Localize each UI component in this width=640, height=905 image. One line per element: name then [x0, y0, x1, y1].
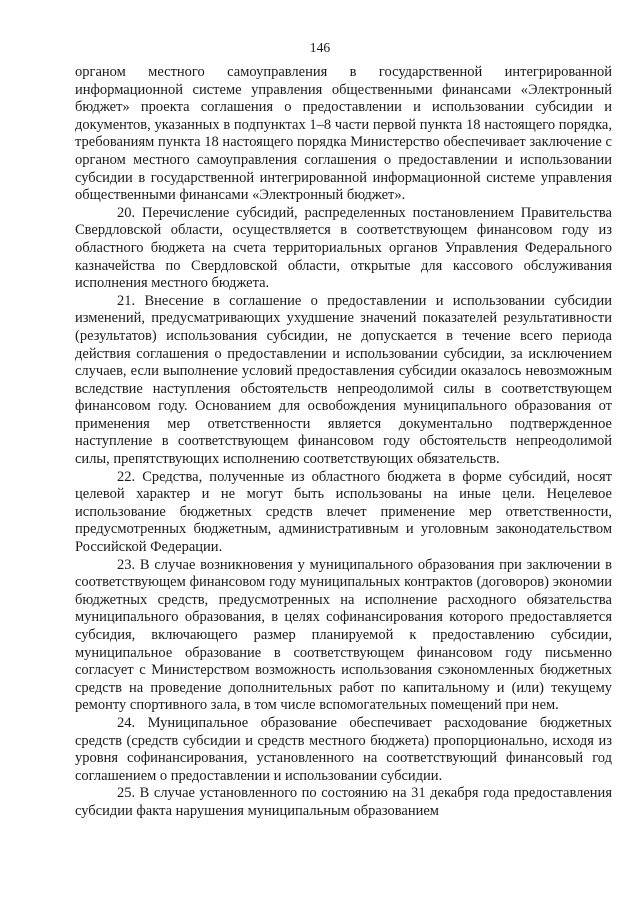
- paragraph-21: 21. Внесение в соглашение о предоставлении и использовании субсидии изменений, предусматривающих ухудшение значений показателей результативности (результатов) использования субсидии, не допускается в течение всего периода действия соглашения о предоставлении и использовании субсидии, за исключением случаев, если выполнение условий предоставления субсидии оказалось невозможным вследствие наступления обстоятельств непреодолимой силы в соответствующем финансовом году. Основанием для освобождения муниципального образования от применения мер ответственности является документально подтвержденное наступление в соответствующем финансовом году обстоятельств непреодолимой силы, препятствующих исполнению соответствующих обязательств.: [75, 292, 612, 468]
- document-body: [75, 64, 612, 821]
- paragraph-23: 23. В случае возникновения у муниципального образования при заключении в соответствующем финансовом году муниципальных контрактов (договоров) экономии бюджетных средств, предусмотренных на исполнение расходного обязательства муниципального образования, в целях софинансирования которого предоставляется субсидия, включающего размер планируемой к предоставлению субсидии, муниципальное образование в соответствующем финансовом году письменно согласует с Министерством возможность использования сэкономленных бюджетных средств на проведение дополнительных работ по капитальному и (или) текущему ремонту спортивного зала, в том числе вспомогательных помещений при нем.: [75, 556, 612, 714]
- paragraph-20: 20. Перечисление субсидий, распределенных постановлением Правительства Свердловской области, осуществляется в соответствующем финансовом году из областного бюджета на счета территориальных органов Управления Федерального казначейства по Свердловской области, открытые для кассового обслуживания исполнения местного бюджета.: [75, 204, 612, 292]
- paragraph-25: 25. В случае установленного по состоянию на 31 декабря года предоставления субсидии факта нарушения муниципальным образованием: [75, 785, 612, 819]
- page-number: 146: [309, 40, 331, 55]
- paragraph-continuation: органом местного самоуправления в государственной интегрированной информационной системе управления общественными финансами «Электронный бюджет» проекта соглашения о предоставлении и использовании субсидии и документов, указанных в подпунктах 1–8 части первой пункта 18 настоящего порядка, требованиям пункта 18 настоящего порядка Министерство обеспечивает заключение с органом местного самоуправления соглашения о предоставлении и использовании субсидии в государственной интегрированной информационной системе управления общественными финансами «Электронный бюджет».: [75, 64, 612, 204]
- paragraph-22: 22. Средства, полученные из областного бюджета в форме субсидий, носят целевой характер и не могут быть использованы на иные цели. Нецелевое использование бюджетных средств влечет применение мер ответственности, предусмотренных бюджетным, административным и уголовным законодательством Российской Федерации.: [75, 468, 612, 556]
- paragraph-24: 24. Муниципальное образование обеспечивает расходование бюджетных средств (средств субсидии и средств местного бюджета) пропорционально, исходя из уровня софинансирования, установленного на соответствующий финансовый год соглашением о предоставлении и использовании субсидии.: [75, 714, 612, 784]
